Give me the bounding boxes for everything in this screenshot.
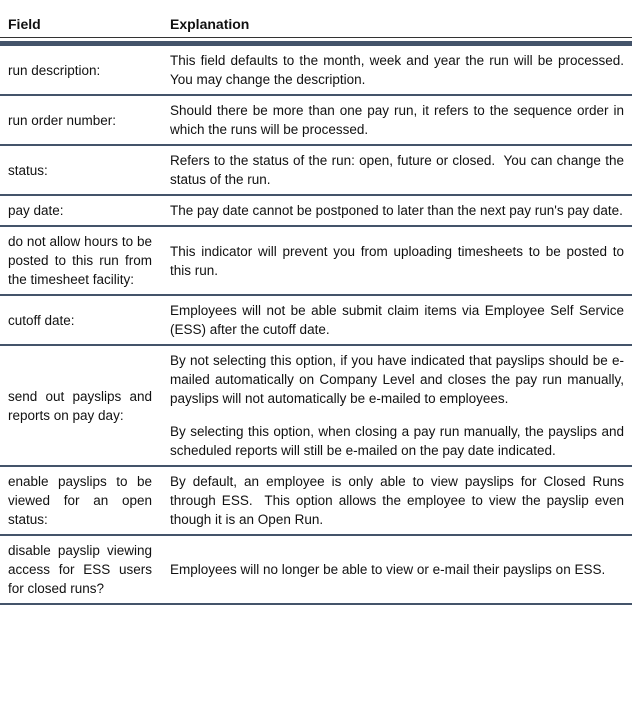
explanation-cell: [162, 201, 632, 220]
explanation-cell: [162, 472, 632, 529]
explanation-text: Refers to the status of the run: open, future or closed. You can change the status of the run.: [170, 153, 628, 187]
field-cell: [0, 201, 162, 220]
field-cell: [0, 161, 162, 180]
explanation-text: The pay date cannot be postponed to later than the next pay run's pay date.: [170, 203, 623, 218]
field-label: run description:: [8, 62, 101, 78]
field-cell: [0, 311, 162, 330]
explanation-text: By selecting this option, when closing a pay run manually, the payslips and scheduled reports will still be e-mailed on the pay date indicated.: [170, 424, 628, 458]
field-cell: [0, 472, 162, 529]
table-header-row: [0, 16, 632, 38]
field-label: pay date:: [8, 203, 64, 218]
explanation-text: This indicator will prevent you from uploading timesheets to be posted to this run.: [170, 243, 628, 278]
field-label: send out payslips and reports on pay day:: [8, 388, 156, 423]
field-label: disable payslip viewing access for ESS users for closed runs?: [8, 543, 156, 596]
explanation-cell: [162, 101, 632, 139]
explanation-cell: [162, 242, 632, 280]
field-label: run order number:: [8, 112, 117, 128]
explanation-column-header: Explanation: [170, 16, 250, 32]
explanation-cell: [162, 51, 632, 89]
explanation-cell: [162, 560, 632, 579]
explanation-cell: [162, 301, 632, 339]
field-column-header: Field: [8, 16, 41, 32]
field-label: cutoff date:: [8, 312, 75, 328]
field-label: status:: [8, 162, 48, 178]
field-cell: [0, 387, 162, 425]
table-row: [0, 536, 632, 605]
field-cell: [0, 111, 162, 130]
explanation-text: By not selecting this option, if you have indicated that payslips should be e-mailed automatically on Company Level and closes the pay run manually, payslips will not automatically be e-mailed to employees.: [170, 353, 628, 406]
field-cell: [0, 232, 162, 289]
field-label: do not allow hours to be posted to this run from the timesheet facility:: [8, 234, 156, 287]
explanation-text: Employees will no longer be able to view or e-mail their payslips on ESS.: [170, 562, 606, 577]
explanation-text: By default, an employee is only able to view payslips for Closed Runs through ESS. This option allows the employee to view the payslip even though it is an Open Run.: [170, 474, 628, 527]
table-row: [0, 467, 632, 536]
table-row: [0, 196, 632, 227]
explanation-cell: [162, 351, 632, 460]
field-label: enable payslips to be viewed for an open status:: [8, 474, 156, 527]
table-row: [0, 227, 632, 296]
explanation-text: Should there be more than one pay run, it refers to the sequence order in which the runs will be processed.: [170, 103, 628, 137]
explanation-text: This field defaults to the month, week and year the run will be processed. You may change the description.: [170, 53, 632, 87]
explanation-cell: [162, 151, 632, 189]
table-row: [0, 96, 632, 146]
field-cell: [0, 61, 162, 80]
table-row: [0, 296, 632, 346]
table-row: [0, 146, 632, 196]
field-cell: [0, 541, 162, 598]
table-row: [0, 46, 632, 96]
table-row: [0, 346, 632, 467]
explanation-text: Employees will not be able submit claim items via Employee Self Service (ESS) after the cutoff date.: [170, 303, 628, 337]
